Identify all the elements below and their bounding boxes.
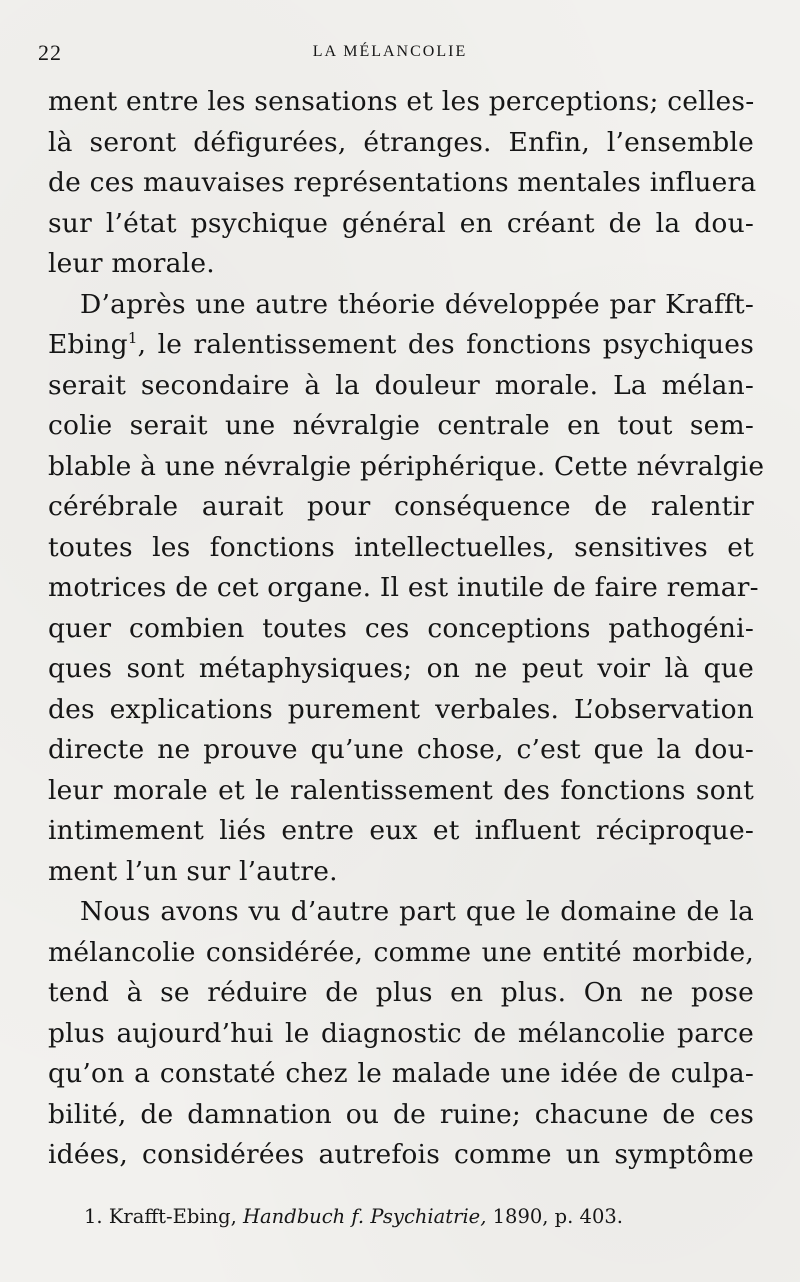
text-line: leur morale. (48, 248, 215, 279)
text-line: blable à une névralgie périphérique. Cette névralgie (48, 450, 765, 482)
text-line: toutes les fonctions intellectuelles, sensitives et (48, 531, 754, 563)
line-segment: Ebing (48, 329, 128, 360)
text-line: intimement liés entre eux et influent réciproque- (48, 815, 754, 846)
page-number: 22 (38, 40, 62, 65)
text-line: mélancolie considérée, comme une entité morbide, (48, 936, 754, 968)
line-segment: , le ralentissement des fonctions psychiques (137, 329, 754, 360)
text-line: là seront défigurées, étranges. Enfin, l’ensemble (48, 126, 754, 158)
text-line: bilité, de damnation ou de ruine; chacune de ces (48, 1098, 754, 1130)
footnote-author: Krafft-Ebing, (108, 1205, 237, 1228)
footnote (84, 1205, 724, 1228)
text-line: sur l’état psychique général en créant de la dou- (48, 207, 754, 239)
text-line: D’après une autre théorie développée par Krafft- (80, 288, 754, 320)
running-head (38, 40, 742, 70)
body-text (48, 82, 765, 1176)
footnote-title: Handbuch f. Psychiatrie, (243, 1205, 487, 1228)
text-line: quer combien toutes ces conceptions pathogéni- (48, 612, 754, 644)
text-line: plus aujourd’hui le diagnostic de mélancolie parce (48, 1017, 754, 1049)
text-line: serait secondaire à la douleur morale. La mélan- (48, 369, 754, 401)
text-line: motrices de cet organe. Il est inutile de faire remar- (48, 572, 759, 603)
footnote-reference: 1 (127, 329, 138, 347)
text-line: de ces mauvaises représentations mentales influera (48, 167, 757, 198)
text-line: ment entre les sensations et les perceptions; celles- (48, 86, 755, 117)
text-line: directe ne prouve qu’une chose, c’est que la dou- (48, 734, 754, 765)
text-line: des explications purement verbales. L’observation (48, 693, 754, 725)
text-line: colie serait une névralgie centrale en tout sem- (48, 410, 754, 441)
text-line: qu’on a constaté chez le malade une idée de culpa- (48, 1058, 754, 1089)
footnote-details: 1890, p. 403. (492, 1205, 623, 1228)
text-line: cérébrale aurait pour conséquence de ralentir (48, 491, 754, 522)
text-line: Nous avons vu d’autre part que le domaine de la (80, 896, 754, 927)
text-line: tend à se réduire de plus en plus. On ne pose (48, 977, 754, 1008)
text-line: ques sont métaphysiques; on ne peut voir là que (48, 653, 754, 684)
text-line: leur morale et le ralentissement des fonctions sont (48, 774, 754, 806)
text-line: idées, considérées autrefois comme un symptôme (48, 1139, 754, 1170)
text-line (48, 325, 754, 366)
footnote-marker: 1. (84, 1205, 103, 1228)
running-title: LA MÉLANCOLIE (312, 43, 468, 60)
text-line: ment l’un sur l’autre. (48, 855, 338, 887)
